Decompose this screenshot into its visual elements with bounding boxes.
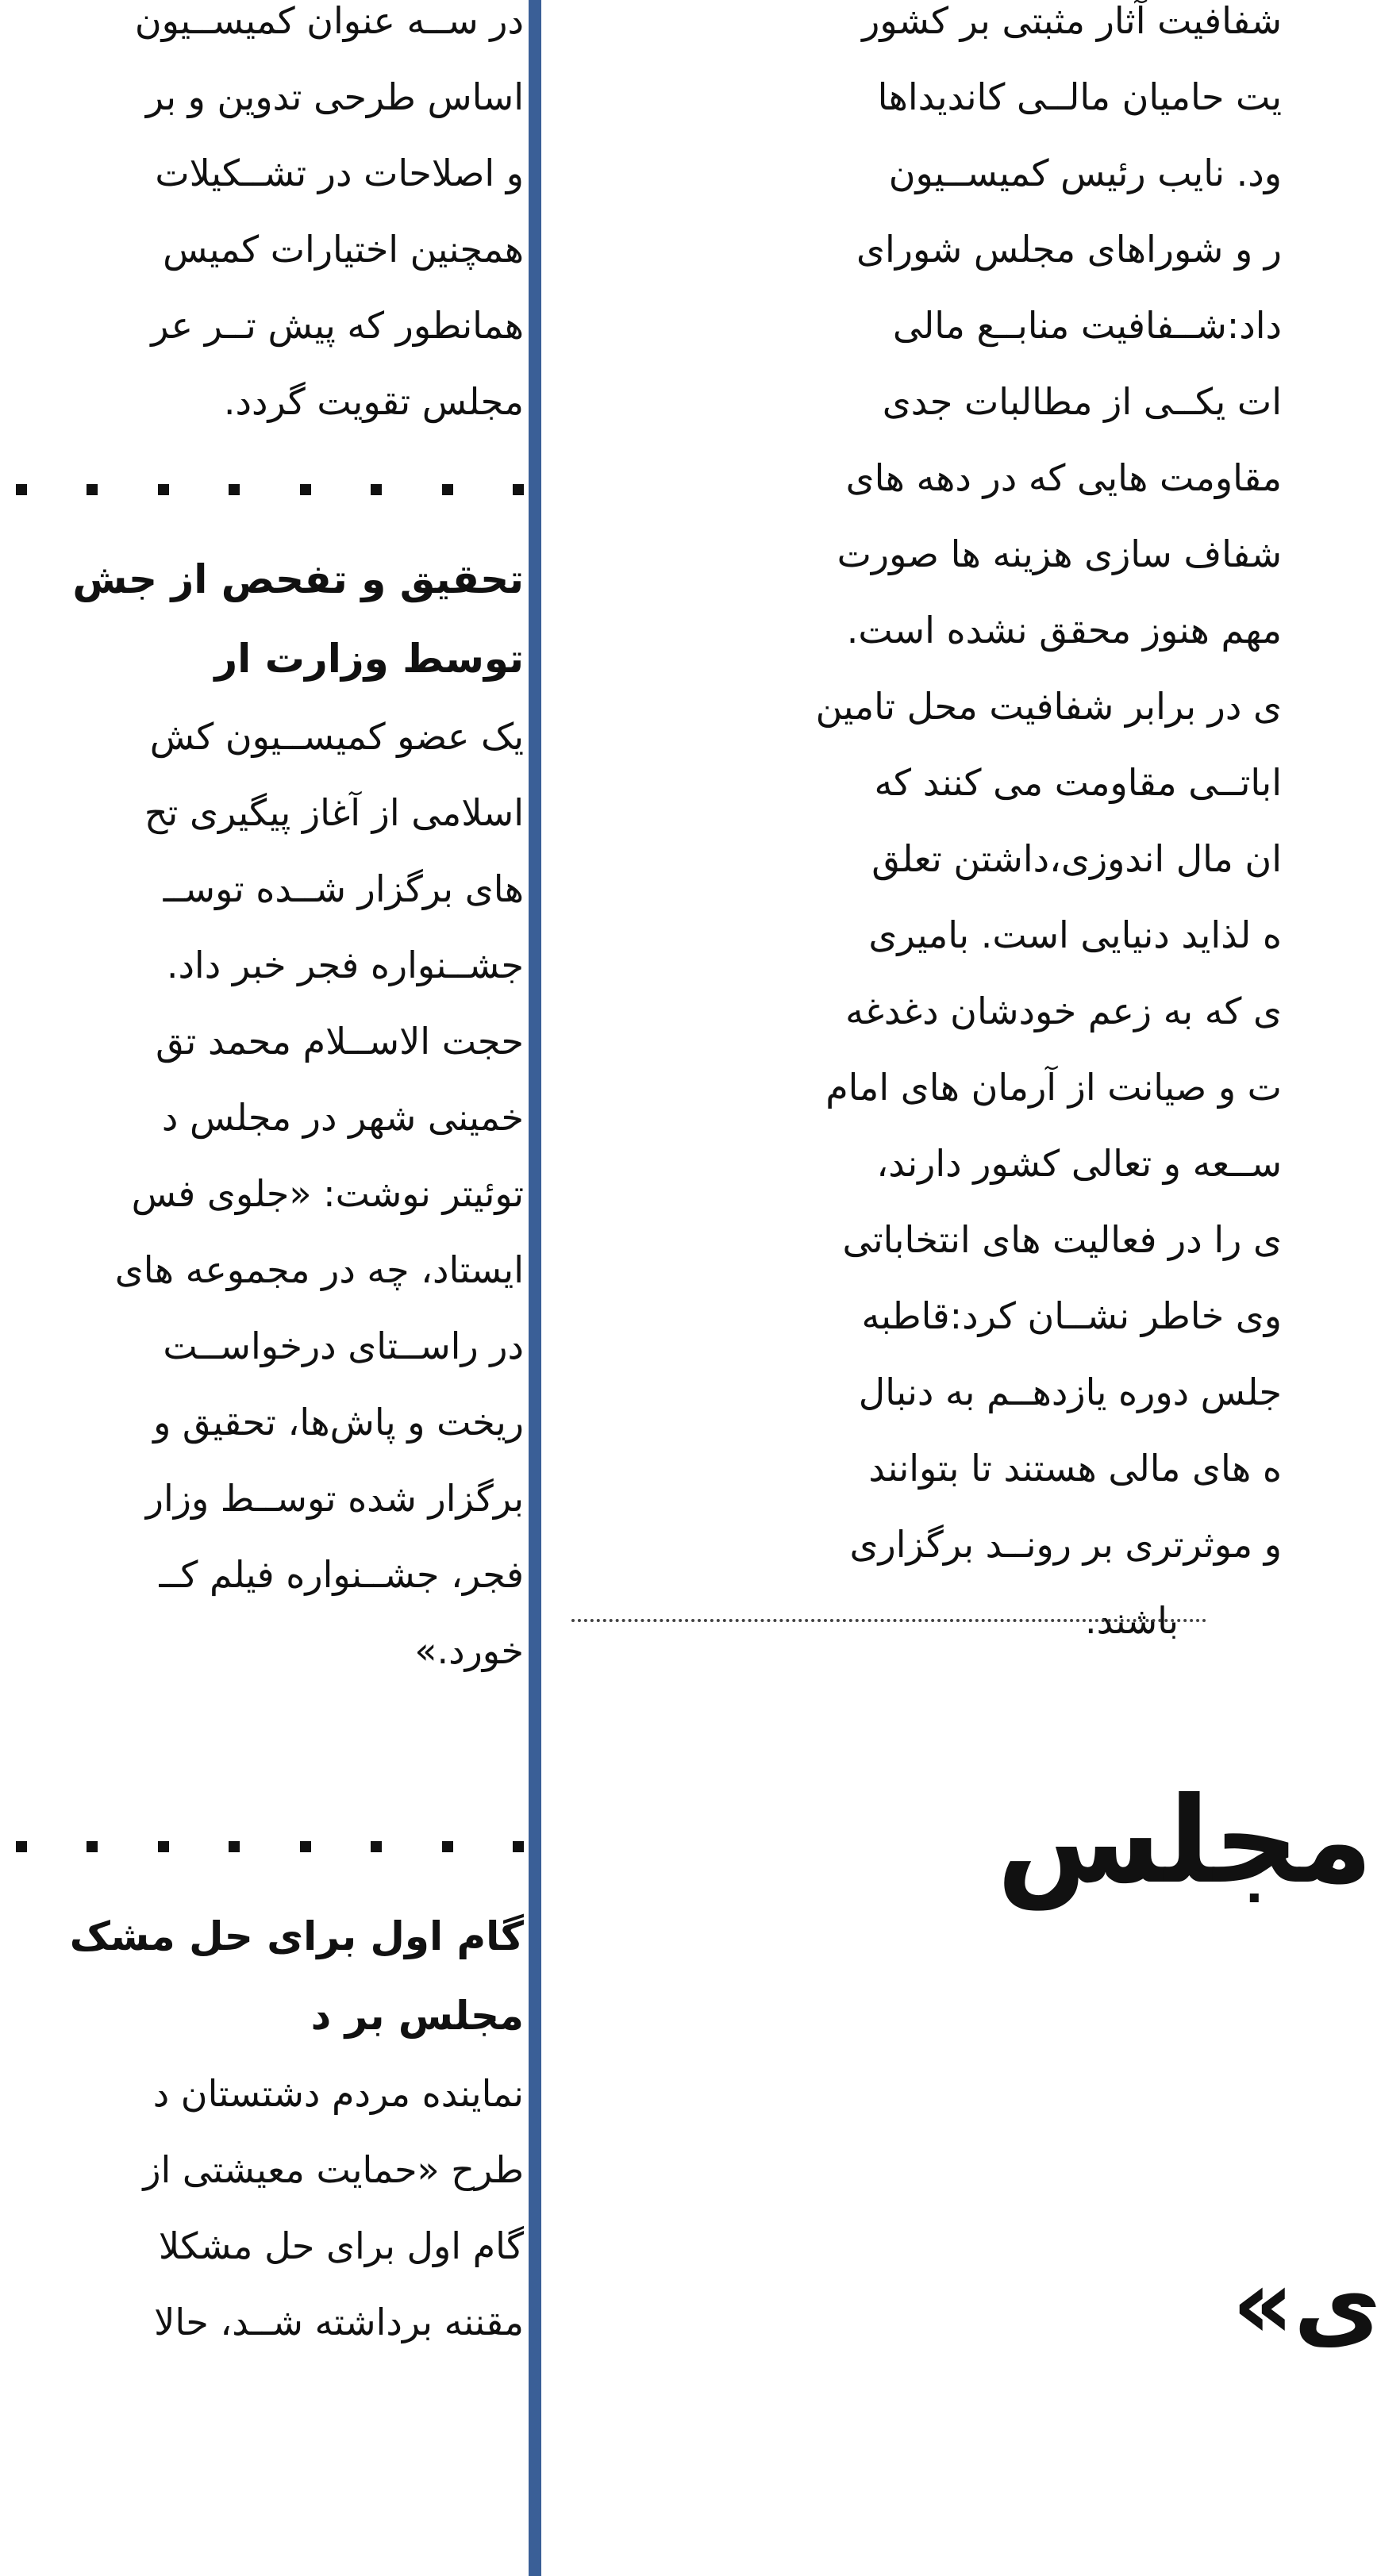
text-line: اباتــی مقاومت می کنند که	[874, 761, 1282, 804]
left-column	[0, 0, 524, 2576]
text-line: ســعه و تعالی کشور دارند،	[876, 1142, 1282, 1185]
right-column	[567, 0, 1282, 1642]
text-line: جلس دوره یازدهــم به دنبال	[858, 1371, 1282, 1413]
text-line: ی را در فعالیت های انتخاباتی	[842, 1218, 1282, 1261]
text-line: های برگزار شــده توســ	[163, 867, 524, 910]
section-headline: توسط وزارت ار	[214, 636, 524, 682]
text-line: یت حامیان مالــی کاندیداها	[877, 75, 1282, 118]
text-line: همچنین اختیارات کمیس	[163, 228, 524, 271]
text-line: ت و صیانت از آرمان های امام	[825, 1066, 1282, 1109]
text-line: توئیتر نوشت: «جلوی فس	[131, 1172, 524, 1215]
text-line: مقاومت هایی که در دهه های	[845, 456, 1282, 499]
text-line: مجلس تقویت گردد.	[223, 380, 524, 423]
text-line: باشند.	[1084, 1599, 1179, 1642]
text-line: حجت الاســلام محمد تق	[156, 1020, 524, 1063]
text-line: در ســه عنوان کمیســیون	[134, 0, 524, 42]
text-line: ی که به زعم خودشان دغدغه	[845, 990, 1282, 1032]
text-line: شفاف سازی هزینه ها صورت	[837, 533, 1282, 575]
text-line: شفافیت آثار مثبتی بر کشور	[862, 0, 1282, 42]
text-line: مقننه برداشته شــد، حالا	[154, 2301, 524, 2343]
text-line: و اصلاحات در تشــکیلات	[155, 152, 524, 194]
text-line: یک عضو کمیســیون کش	[149, 715, 524, 758]
intro-paragraph	[135, 0, 524, 440]
text-line: اسلامی از آغاز پیگیری تح	[144, 791, 524, 834]
text-line: ریخت و پاش‌ها، تحقیق و	[153, 1401, 524, 1444]
text-line: گام اول برای حل مشکلا	[158, 2224, 524, 2267]
dotted-separator	[571, 1619, 1206, 1622]
section-headline: مجلس بر د	[310, 1993, 524, 2039]
text-line: ات یکــی از مطالبات جدی	[882, 380, 1282, 423]
section-first-step	[70, 1897, 524, 2360]
text-line: ر و شوراهای مجلس شورای	[856, 228, 1282, 271]
text-line: خمینی شهر در مجلس د	[161, 1096, 524, 1139]
text-line: ود. نایب رئیس کمیســیون	[888, 152, 1282, 194]
section-separator-dots	[16, 1841, 524, 1852]
text-line: ی در برابر شفافیت محل تامین	[815, 685, 1282, 728]
text-line: فجر، جشــنواره فیلم کــ	[159, 1553, 524, 1596]
text-line: مهم هنوز محقق نشده است.	[846, 609, 1282, 652]
text-line: وی خاطر نشــان کرد:قاطبه	[861, 1294, 1282, 1337]
text-line: طرح «حمایت معیشتی از	[143, 2148, 524, 2191]
column-divider	[529, 0, 541, 2576]
section-investigation	[72, 540, 524, 1689]
section-separator-dots	[16, 484, 524, 495]
article-title-fragment: ی»	[1232, 2250, 1381, 2360]
text-line: همانطور که پیش تــر عر	[151, 304, 524, 347]
text-line: ه های مالی هستند تا بتوانند	[868, 1447, 1282, 1490]
text-line: ه لذاید دنیایی است. بامیری	[868, 913, 1282, 956]
text-line: خورد.»	[414, 1629, 524, 1672]
text-line: اساس طرحی تدوین و بر	[145, 75, 524, 118]
text-line: جشــنواره فجر خبر داد.	[166, 944, 524, 986]
section-headline: تحقیق و تفحص از جش	[72, 556, 524, 602]
article-title-fragment: مجلس	[996, 1772, 1373, 1910]
text-line: برگزار شده توســط وزار	[145, 1477, 524, 1520]
text-line: ان مال اندوزی،داشتن تعلق	[871, 837, 1282, 880]
text-line: و موثرتری بر رونــد برگزاری	[849, 1523, 1282, 1566]
text-line: ایستاد، چه در مجموعه های	[114, 1248, 524, 1291]
text-line: داد:شــفافیت منابــع مالی	[892, 304, 1282, 347]
text-line: نماینده مردم دشتستان د	[152, 2072, 524, 2115]
section-headline: گام اول برای حل مشک	[69, 1913, 524, 1959]
text-line: در راســتای درخواســت	[163, 1325, 524, 1367]
